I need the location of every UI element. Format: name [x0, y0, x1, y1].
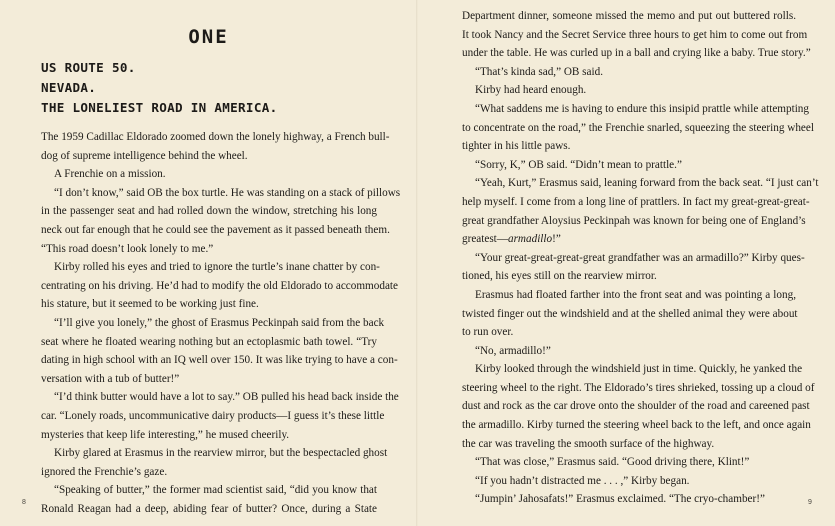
text-line: [462, 305, 796, 324]
text-line-content: Department dinner, someone missed the memo and put out buttered rolls.: [462, 10, 796, 22]
right-page: [418, 0, 835, 526]
text-line-content: versation with a tub of butter!”: [41, 372, 180, 385]
text-line: [462, 472, 796, 491]
text-line: [41, 314, 385, 333]
subtitle-line: US ROUTE 50.: [41, 60, 136, 75]
text-line-content: “If you hadn’t distracted me . . . ,” Kirby began.: [475, 474, 690, 487]
text-line: [462, 286, 796, 305]
text-line-content: “That’s kinda sad,” OB said.: [475, 65, 604, 78]
text-line-content: centrating on his driving. He’d had to modify the old Eldorado to accommodate: [41, 279, 398, 292]
text-line-content: his stature, but it seemed to be working just fine.: [41, 298, 259, 311]
text-line-content: Kirby had heard enough.: [475, 84, 587, 97]
text-line: [462, 212, 806, 231]
text-line: [462, 360, 803, 379]
text-line-content: in the passenger seat and had rolled down the window, stretching his long: [41, 205, 377, 218]
text-line: [41, 370, 377, 389]
text-line: [41, 184, 401, 203]
text-line: [41, 500, 377, 519]
text-line-content: tioned, his eyes still on the rearview mirror.: [462, 270, 657, 283]
text-line-content: greatest—: [462, 233, 508, 246]
text-line: [462, 249, 805, 268]
chapter-title: ONE: [188, 26, 229, 48]
text-line: [41, 463, 377, 482]
text-line-content: ignored the Frenchie’s gaze.: [41, 465, 168, 478]
text-line-content: steering wheel to the right. The Eldorado’s tires shrieked, tossing up a cloud of: [462, 381, 815, 394]
text-line-content: neck out far enough that he could see the pavement as it passed beneath them.: [41, 223, 390, 236]
right-page-body: [462, 7, 819, 509]
text-line: [462, 342, 796, 361]
text-line: [41, 426, 377, 445]
text-line-content: dust and rock as the car drove onto the shoulder of the road and careened past: [462, 400, 810, 413]
text-line: [41, 407, 385, 426]
text-line-content: tighter in his little paws.: [462, 140, 571, 153]
text-line-content: “I’ll give you lonely,” the ghost of Erasmus Peckinpah said from the back: [54, 316, 385, 329]
text-line-content: seat where he floated wearing nothing but an ectoplasmic bath towel. “Try: [41, 335, 377, 348]
text-line-content: the armadillo. Kirby turned the steering wheel back to the left, and once again: [462, 419, 811, 432]
text-line: [462, 397, 810, 416]
text-line: [41, 333, 377, 352]
text-line: [41, 165, 377, 184]
text-line-content: Kirby glared at Erasmus in the rearview mirror, but the bespectacled ghost: [54, 447, 388, 460]
text-line: [462, 7, 796, 26]
text-line-content: It took Nancy and the Secret Service three hours to get him to come out from: [462, 28, 808, 41]
text-line-content: Ronald Reagan had a deep, abiding fear of butter? Once, during a State: [41, 502, 377, 515]
text-line: [462, 119, 814, 138]
text-line: [462, 193, 810, 212]
text-line-content: Erasmus had floated farther into the front seat and was pointing a long,: [475, 288, 796, 301]
subtitle-line: NEVADA.: [41, 80, 97, 95]
page-number-left: 8: [22, 499, 26, 506]
text-line: [462, 416, 811, 435]
text-line-content: twisted finger out the windshield and at the shelled animal they were about: [462, 307, 798, 320]
text-line-content: “This road doesn’t look lonely to me.”: [41, 242, 214, 255]
text-line-content: A Frenchie on a mission.: [54, 168, 166, 181]
text-line: [462, 26, 808, 45]
text-line-content: dating in high school with an IQ well over 150. It was like trying to have a con-: [41, 354, 398, 367]
text-line: [462, 137, 796, 156]
text-line: [462, 63, 796, 82]
text-line: [462, 174, 819, 193]
text-line-content: “Yeah, Kurt,” Erasmus said, leaning forward from the back seat. “I just can’t: [475, 177, 819, 190]
subtitle-line: THE LONELIEST ROAD IN AMERICA.: [41, 100, 278, 115]
text-line: [41, 444, 388, 463]
text-line-content: great grandfather Aloysius Peckinpah was known for being one of England’s: [462, 214, 806, 227]
text-line: [462, 490, 796, 509]
text-line-content: the car was traveling the smooth surface of the highway.: [462, 437, 715, 450]
text-line-content: to concentrate on the road,” the Frenchie snarled, squeezing the steering wheel: [462, 121, 814, 134]
text-line: [41, 221, 390, 240]
text-line-content: “Sorry, K,” OB said. “Didn’t mean to prattle.”: [475, 158, 682, 171]
text-line-content: car. “Lonely roads, uncommunicative dairy products—I guess it’s these little: [41, 409, 385, 422]
text-line-content: to run over.: [462, 326, 514, 339]
text-line-content: “Your great-great-great-great grandfather was an armadillo?” Kirby ques-: [475, 251, 805, 264]
text-line: [41, 240, 377, 259]
text-line: [462, 81, 796, 100]
italic-word: armadillo: [507, 233, 553, 246]
text-line-content: The 1959 Cadillac Eldorado zoomed down the lonely highway, a French bull-: [41, 131, 390, 143]
text-line: [41, 128, 390, 147]
left-page-body: [41, 128, 401, 518]
text-line: [462, 267, 796, 286]
text-line-content: “I don’t know,” said OB the box turtle. He was standing on a stack of pillows: [54, 186, 401, 199]
text-line: [41, 202, 377, 221]
text-line: [41, 258, 380, 277]
text-line: [462, 156, 796, 175]
text-line-content: help myself. I come from a long line of prattlers. In fact my great-great-great-: [462, 195, 810, 208]
text-line-content: dog of supreme intelligence behind the wheel.: [41, 149, 248, 162]
text-line: [462, 323, 796, 342]
text-line: [41, 277, 398, 296]
text-line-content: “Jumpin’ Jahosafats!” Erasmus exclaimed. “The cryo-chamber!”: [475, 493, 765, 506]
text-line-content: Kirby looked through the windshield just in time. Quickly, he yanked the: [475, 363, 803, 376]
text-line-content: mysteries that keep life interesting,” he mused cheerily.: [41, 428, 290, 441]
text-line-content: “Speaking of butter,” the former mad scientist said, “did you know that: [54, 484, 377, 497]
text-line-content: “No, armadillo!”: [475, 344, 551, 357]
text-line: [462, 44, 811, 63]
text-line-content: Kirby rolled his eyes and tried to ignore the turtle’s inane chatter by con-: [54, 261, 380, 274]
left-page: [0, 0, 417, 526]
text-line-content: “What saddens me is having to endure this insipid prattle while attempting: [475, 102, 809, 115]
text-line-content: “I’d think butter would have a lot to say.” OB pulled his head back inside the: [54, 391, 399, 404]
text-line-content: “That was close,” Erasmus said. “Good driving there, Klint!”: [475, 456, 750, 469]
text-line-tail: !”: [552, 233, 561, 246]
text-line: [41, 295, 377, 314]
chapter-subtitle: [41, 58, 277, 118]
text-line: [41, 147, 377, 166]
text-line: [41, 481, 377, 500]
text-line: [462, 100, 809, 119]
page-number-right: 9: [808, 499, 812, 506]
text-line: [462, 379, 815, 398]
text-line: [462, 453, 796, 472]
text-line: [462, 435, 796, 454]
text-line: [41, 388, 399, 407]
text-line-content: under the table. He was curled up in a ball and crying like a baby. True story.”: [462, 47, 811, 60]
text-line: [41, 351, 398, 370]
text-line: [462, 230, 796, 249]
